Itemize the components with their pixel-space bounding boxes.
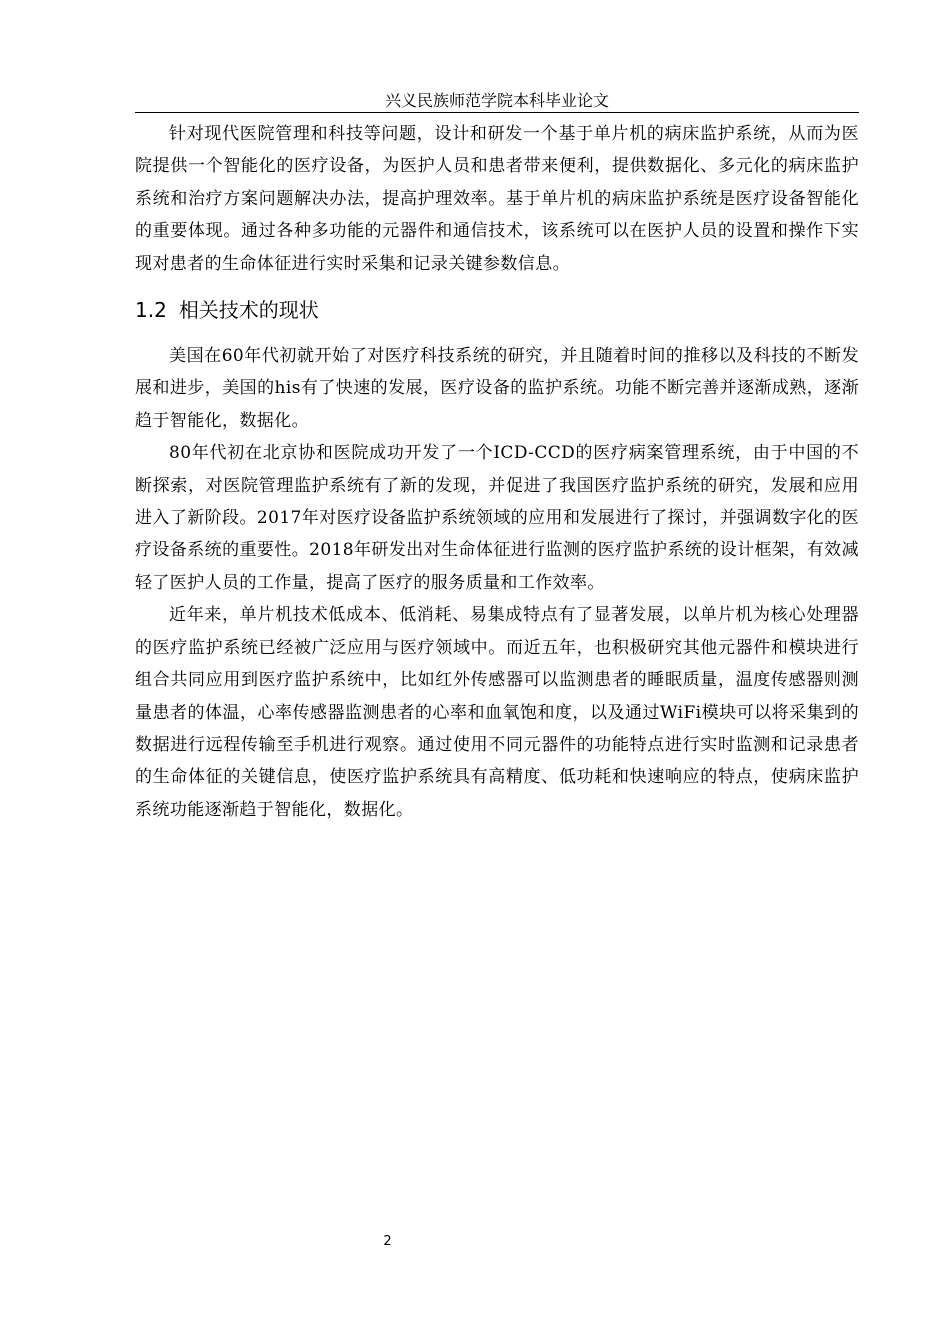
intro-paragraph-1: 针对现代医院管理和科技等问题，设计和研发一个基于单片机的病床监护系统，从而为医院提供一个智能化的医疗设备，为医护人员和患者带来便利，提供数据化、多元化的病床监护系统和治疗方案问题解决办法，提高护理效率。基于单片机的病床监护系统是医疗设备智能化的重要体现。通过各种多功能的元器件和通信技术，该系统可以在医护人员的设置和操作下实现对患者的生命体征进行实时采集和记录关键参数信息。 — [135, 124, 859, 274]
section-number: 1.2 — [135, 298, 167, 323]
section-paragraph-2: 80年代初在北京协和医院成功开发了一个ICD-CCD的医疗病案管理系统，由于中国的不断探索，对医院管理监护系统有了新的发现，并促进了我国医疗监护系统的研究，发展和应用进入了新阶段。2017年对医疗设备监护系统领域的应用和发展进行了探讨，并强调数字化的医疗设备系统的重要性。2018年研发出对生命体征进行监测的医疗监护系统的设计框架，有效减轻了医护人员的工作量，提高了医疗的服务质量和工作效率。 — [135, 443, 859, 593]
section-paragraph-1: 美国在60年代初就开始了对医疗科技系统的研究，并且随着时间的推移以及科技的不断发展和进步，美国的his有了快速的发展，医疗设备的监护系统。功能不断完善并逐渐成熟，逐渐趋于智能化，数据化。 — [135, 346, 859, 431]
document-body — [135, 118, 859, 826]
section-paragraph-3: 近年来，单片机技术低成本、低消耗、易集成特点有了显著发展，以单片机为核心处理器的医疗监护系统已经被广泛应用与医疗领域中。而近五年，也积极研究其他元器件和模块进行组合共同应用到医疗监护系统中，比如红外传感器可以监测患者的睡眠质量，温度传感器则测量患者的体温，心率传感器监测患者的心率和血氧饱和度，以及通过WiFi模块可以将采集到的数据进行远程传输至手机进行观察。通过使用不同元器件的功能特点进行实时监测和记录患者的生命体征的关键信息，使医疗监护系统具有高精度、低功耗和快速响应的特点，使病床监护系统功能逐渐趋于智能化，数据化。 — [135, 605, 859, 820]
page-number: 2 — [383, 1234, 392, 1249]
header-title: 兴义民族师范学院本科毕业论文 — [384, 91, 609, 110]
page-footer — [0, 1234, 775, 1249]
section-title: 相关技术的现状 — [178, 298, 319, 323]
page-header — [135, 90, 859, 113]
section-heading — [135, 288, 859, 332]
